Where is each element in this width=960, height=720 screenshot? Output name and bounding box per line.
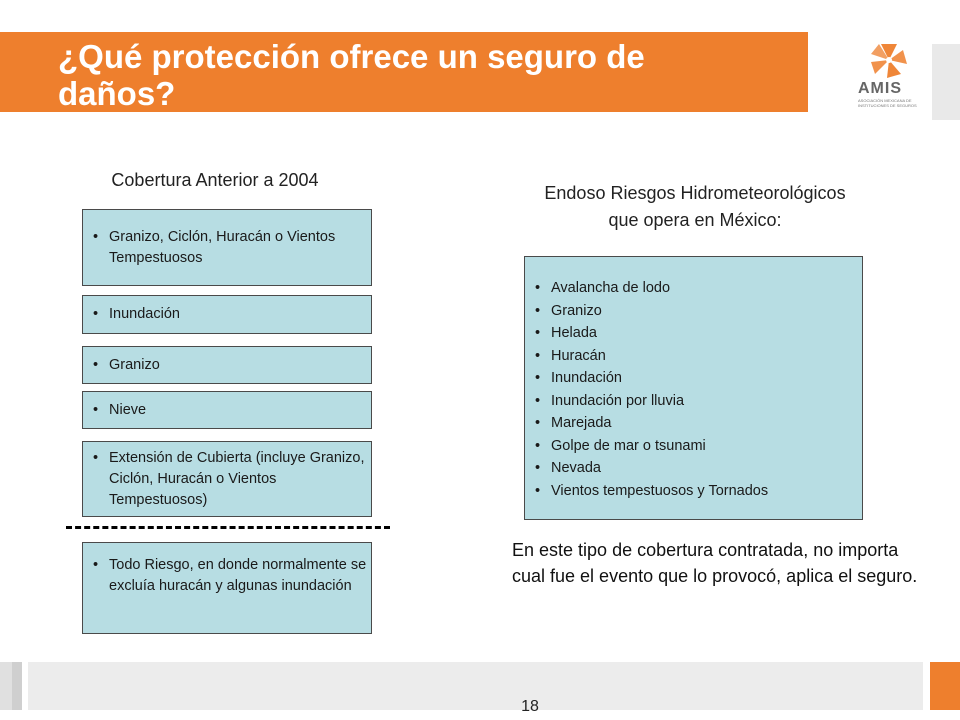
footer-left-block-inner [12,662,22,710]
list-item: • Todo Riesgo, en donde normalmente se excluía huracán y algunas inundación [83,555,371,597]
coverage-box [82,295,372,334]
logo-subtitle: ASOCIACIÓN MEXICANA DE INSTITUCIONES DE SEGUROS [858,98,917,108]
list-item: • Inundación por lluvia [525,390,862,413]
list-item: • Helada [525,322,862,345]
list-item: • Inundación [525,367,862,390]
list-item: • Inundación [83,304,371,325]
header-side-strip [932,44,960,120]
coverage-box [82,391,372,429]
list-item: • Golpe de mar o tsunami [525,435,862,458]
list-item: • Nevada [525,457,862,480]
divider-dashed [66,526,390,529]
coverage-box [82,209,372,286]
amis-logo [852,40,928,116]
list-item: • Marejada [525,412,862,435]
list-item: • Granizo, Ciclón, Huracán o Vientos Tempestuosos [83,227,371,269]
list-item: • Granizo [525,300,862,323]
right-heading-line1: Endoso Riesgos Hidrometeorológicos [544,183,846,203]
list-item: • Huracán [525,345,862,368]
list-item: • Granizo [83,355,371,376]
hydrometeorological-risks-box [524,256,863,520]
list-item: • Vientos tempestuosos y Tornados [525,480,862,503]
slide-title: ¿Qué protección ofrece un seguro de daños? [58,38,645,112]
footer-bar [28,662,923,710]
amis-flower-icon [867,40,911,80]
right-heading-line2: que opera en México: [608,210,782,230]
coverage-note: En este tipo de cobertura contratada, no importa cual fue el evento que lo provocó, aplica el seguro. [512,540,918,586]
left-heading: Cobertura Anterior a 2004 [111,170,319,190]
list-item: • Avalancha de lodo [525,277,862,300]
footer-accent-block [930,662,960,710]
right-heading [470,180,920,234]
coverage-box [82,346,372,384]
list-item: • Extensión de Cubierta (incluye Granizo, Ciclón, Huracán o Vientos Tempestuosos) [83,448,371,511]
page-number: 18 [521,698,539,715]
coverage-box [82,542,372,634]
list-item: • Nieve [83,400,371,421]
coverage-box [82,441,372,517]
logo-wordmark: AMIS [858,80,902,97]
